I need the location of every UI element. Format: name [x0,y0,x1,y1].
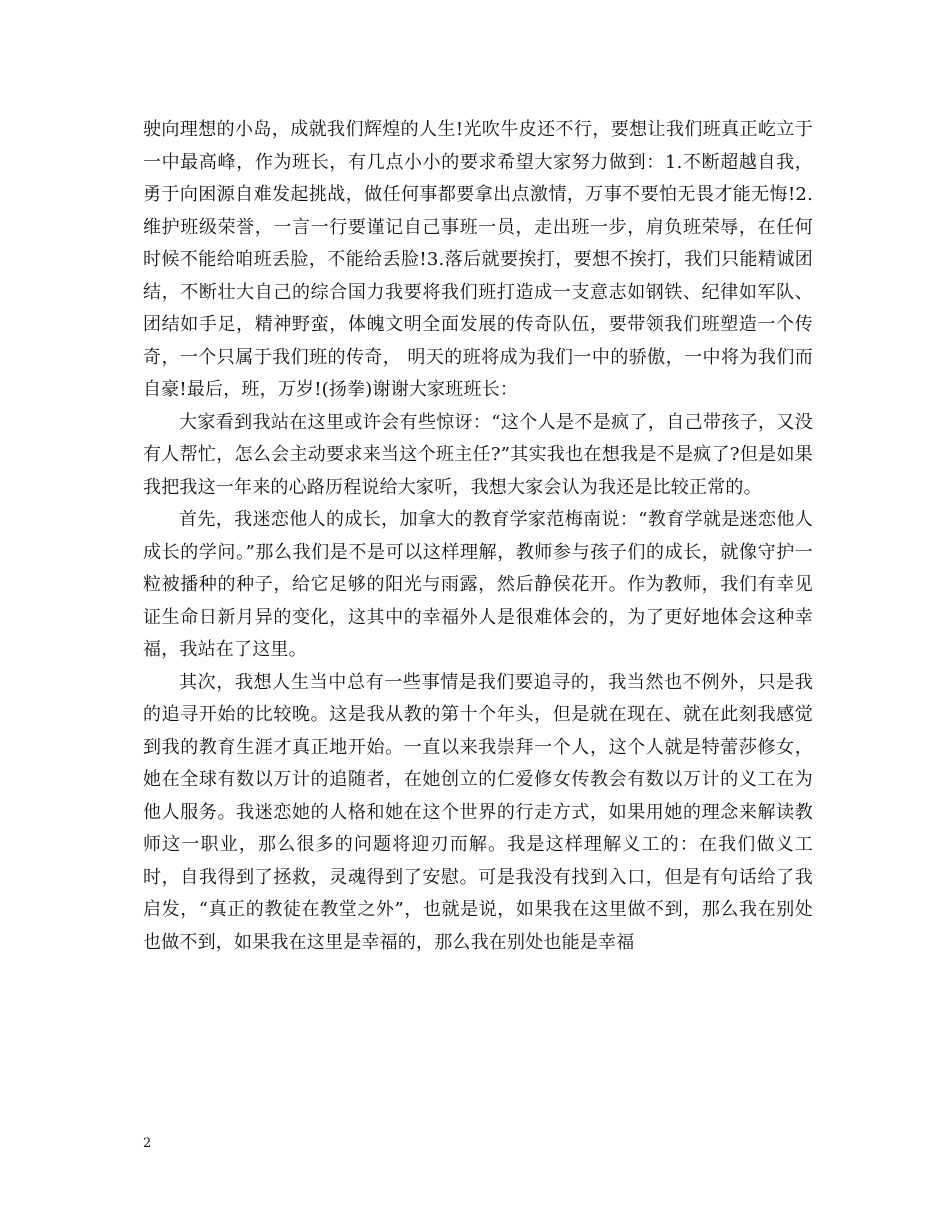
document-body [143,114,813,959]
paragraph-surprise: 大家看到我站在这里或许会有些惊讶：“这个人是不是疯了，自己带孩子，又没有人帮忙，怎么会主动要求来当这个班主任?”其实我也在想我是不是疯了?但是如果我把我这一年来的心路历程说给大家听，我想大家会认为我还是比较正常的。 [143,411,813,498]
page-number: 2 [143,1136,152,1151]
paragraph-second-reason: 其次，我想人生当中总有一些事情是我们要追寻的，我当然也不例外，只是我的追寻开始的比较晚。这是我从教的第十个年头，但是就在现在、就在此刻我感觉到我的教育生涯才真正地开始。一直以来我崇拜一个人，这个人就是特蕾莎修女，她在全球有数以万计的追随者，在她创立的仁爱修女传教会有数以万计的义工在为他人服务。我迷恋她的人格和她在这个世界的行走方式，如果用她的理念来解读教师这一职业，那么很多的问题将迎刃而解。我是这样理解义工的：在我们做义工时，自我得到了拯救，灵魂得到了安慰。可是我没有找到入口，但是有句话给了我启发，“真正的教徒在教堂之外”，也就是说，如果我在这里做不到，那么我在别处也做不到，如果我在这里是幸福的，那么我在别处也能是幸福 [143,671,813,953]
paragraph-continuation: 驶向理想的小岛，成就我们辉煌的人生!光吹牛皮还不行，要想让我们班真正屹立于一中最高峰，作为班长，有几点小小的要求希望大家努力做到：1.不断超越自我，勇于向困源自难发起挑战，做任何事都要拿出点激情，万事不要怕无畏才能无悔!2.维护班级荣誉，一言一行要谨记自己事班一员，走出班一步，肩负班荣辱，在任何时候不能给咱班丢脸，不能给丢脸!3.落后就要挨打，要想不挨打，我们只能精诚团结，不断壮大自己的综合国力我要将我们班打造成一支意志如钢铁、纪律如军队、团结如手足，精神野蛮，体魄文明全面发展的传奇队伍，要带领我们班塑造一个传奇，一个只属于我们班的传奇， 明天的班将成为我们一中的骄傲，一中将为我们而自豪!最后，班，万岁!(扬拳)谢谢大家班班长： [143,119,813,400]
paragraph-first-reason: 首先，我迷恋他人的成长，加拿大的教育学家范梅南说：“教育学就是迷恋他人成长的学问。”那么我们是不是可以这样理解，教师参与孩子们的成长，就像守护一粒被播种的种子，给它足够的阳光与雨露，然后静侯花开。作为教师，我们有幸见证生命日新月异的变化，这其中的幸福外人是很难体会的，为了更好地体会这种幸福，我站在了这里。 [143,509,813,660]
